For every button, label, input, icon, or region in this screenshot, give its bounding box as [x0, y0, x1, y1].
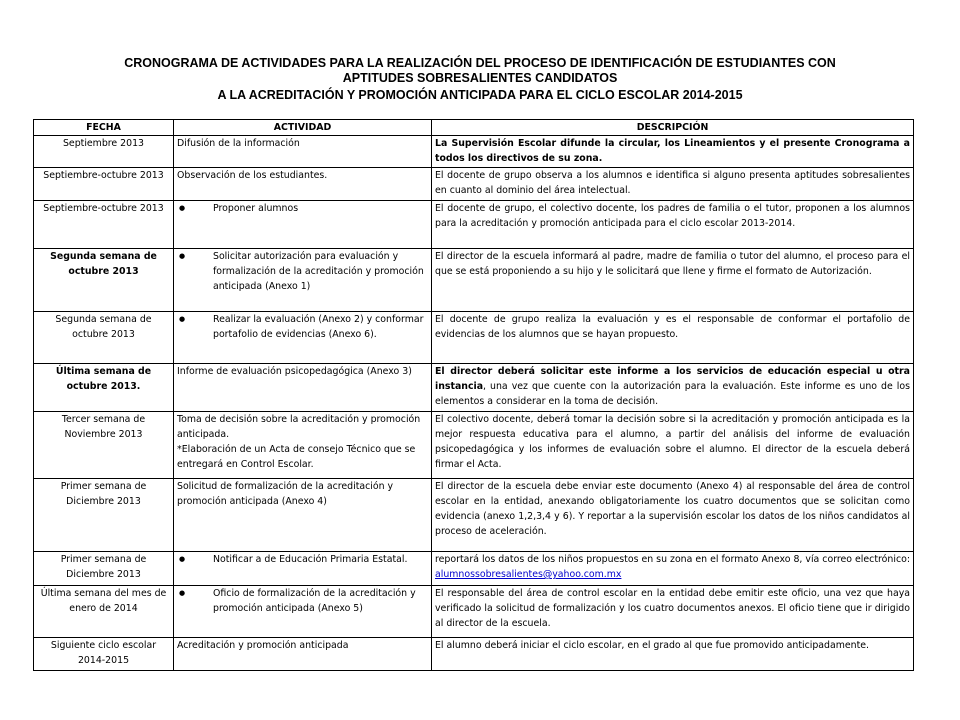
document-title-line-2: APTITUDES SOBRESALIENTES CANDIDATOS: [342, 71, 618, 85]
document-title-line-1: CRONOGRAMA DE ACTIVIDADES PARA LA REALIZACIÓN DEL PROCESO DE IDENTIFICACIÓN DE ESTUDIANTES CON: [124, 56, 836, 70]
cell-fecha: Septiembre 2013: [34, 136, 174, 168]
table-row: [34, 201, 914, 249]
header-fecha: FECHA: [34, 120, 174, 136]
descripcion-rest: , una vez que cuente con la autorización para la evaluación. Este informe es uno de los elementos a considerar en la toma de decisión.: [435, 381, 910, 407]
document-title-line-3: A LA ACREDITACIÓN Y PROMOCIÓN ANTICIPADA PARA EL CICLO ESCOLAR 2014-2015: [217, 88, 743, 102]
cell-descripcion: El docente de grupo observa a los alumnos e identifica si alguno presenta aptitudes sobresalientes en cuanto al dominio del área intelectual.: [432, 168, 914, 201]
table-row: [34, 136, 914, 168]
bullet-item: ● Realizar la evaluación (Anexo 2) y conformar portafolio de evidencias (Anexo 6).: [177, 312, 428, 342]
table-row: [34, 479, 914, 552]
header-actividad: ACTIVIDAD: [174, 120, 432, 136]
bullet-item: ● Oficio de formalización de la acreditación y promoción anticipada (Anexo 5): [177, 586, 428, 616]
table-row: [34, 249, 914, 312]
cell-fecha: Septiembre-octubre 2013: [34, 168, 174, 201]
descripcion-bold-part: El director deberá solicitar este informe a los servicios de educación especial u otra instancia: [435, 366, 910, 392]
bullet-item: ● Proponer alumnos: [177, 201, 428, 216]
cell-descripcion: El alumno deberá iniciar el ciclo escolar, en el grado al que fue promovido anticipadamente.: [432, 638, 914, 671]
table-row: [34, 552, 914, 586]
table-row: [34, 586, 914, 638]
cell-actividad: Observación de los estudiantes.: [174, 168, 432, 201]
cell-fecha: Siguiente ciclo escolar 2014-2015: [34, 638, 174, 671]
cell-actividad: [174, 552, 432, 586]
cell-actividad: Difusión de la información: [174, 136, 432, 168]
cell-descripcion: El responsable del área de control escolar en la entidad debe emitir este oficio, una vez que haya verificado la solicitud de formalización y los cuatro documentos anexos. El oficio tiene que ir dirigido al director de la escuela.: [432, 586, 914, 638]
cell-descripcion: El docente de grupo, el colectivo docente, los padres de familia o el tutor, proponen a los alumnos para la acreditación y promoción anticipada para el ciclo escolar 2013-2014.: [432, 201, 914, 249]
cell-descripcion: [432, 364, 914, 412]
cell-descripcion: El director de la escuela debe enviar este documento (Anexo 4) al responsable del área de control escolar en la entidad, anexando obligatoriamente los cuatro documentos que se solicitan como evidencia (anexo 1,2,3,4 y 6). Y reportar a la supervisión escolar los datos de los niños candidatos al proceso de aceleración.: [432, 479, 914, 552]
schedule-table: [33, 119, 914, 671]
actividad-note: *Elaboración de un Acta de consejo Técnico que se entregará en Control Escolar.: [177, 444, 416, 470]
cell-descripcion: [432, 552, 914, 586]
email-link[interactable]: alumnossobresalientes@yahoo.com.mx: [435, 569, 622, 580]
cell-fecha: Segunda semana de octubre 2013: [34, 249, 174, 312]
cell-fecha: Última semana de octubre 2013.: [34, 364, 174, 412]
cell-fecha: Última semana del mes de enero de 2014: [34, 586, 174, 638]
cell-actividad: [174, 586, 432, 638]
table-row: [34, 312, 914, 364]
cell-descripcion: El colectivo docente, deberá tomar la decisión sobre si la acreditación y promoción anticipada es la mejor respuesta educativa para el alumno, a partir del análisis del informe de evaluación psicopedagógica y los informes de evaluación sobre el alumno. El director de la escuela deberá firmar el Acta.: [432, 412, 914, 479]
table-row: [34, 412, 914, 479]
table-row: [34, 638, 914, 671]
table-row: [34, 364, 914, 412]
descripcion-text: reportará los datos de los niños propuestos en su zona en el formato Anexo 8, vía correo electrónico:: [435, 554, 910, 565]
cell-actividad: [174, 201, 432, 249]
cell-descripcion: El director de la escuela informará al padre, madre de familia o tutor del alumno, el proceso para el que se está proponiendo a su hijo y le solicitará que llene y firme el formato de Autorización.: [432, 249, 914, 312]
table-header-row: [34, 120, 914, 136]
cell-descripcion: El docente de grupo realiza la evaluación y es el responsable de conformar el portafolio de evidencias de los alumnos que se hayan propuesto.: [432, 312, 914, 364]
bullet-item: ● Solicitar autorización para evaluación y formalización de la acreditación y promoción anticipada (Anexo 1): [177, 249, 428, 294]
cell-fecha: Tercer semana de Noviembre 2013: [34, 412, 174, 479]
table-row: [34, 168, 914, 201]
cell-actividad: Solicitud de formalización de la acreditación y promoción anticipada (Anexo 4): [174, 479, 432, 552]
cell-fecha: Primer semana de Diciembre 2013: [34, 479, 174, 552]
cell-actividad: [174, 249, 432, 312]
cell-fecha: Septiembre-octubre 2013: [34, 201, 174, 249]
header-descripcion: DESCRIPCIÓN: [432, 120, 914, 136]
cell-fecha: Primer semana de Diciembre 2013: [34, 552, 174, 586]
cell-actividad: Acreditación y promoción anticipada: [174, 638, 432, 671]
actividad-main: Toma de decisión sobre la acreditación y promoción anticipada.: [177, 414, 421, 440]
cell-actividad: [174, 312, 432, 364]
bullet-item: ● Notificar a de Educación Primaria Estatal.: [177, 552, 428, 567]
cell-actividad: [174, 412, 432, 479]
cell-fecha: Segunda semana de octubre 2013: [34, 312, 174, 364]
cell-actividad: Informe de evaluación psicopedagógica (Anexo 3): [174, 364, 432, 412]
cell-descripcion: La Supervisión Escolar difunde la circular, los Lineamientos y el presente Cronograma a todos los directivos de su zona.: [432, 136, 914, 168]
